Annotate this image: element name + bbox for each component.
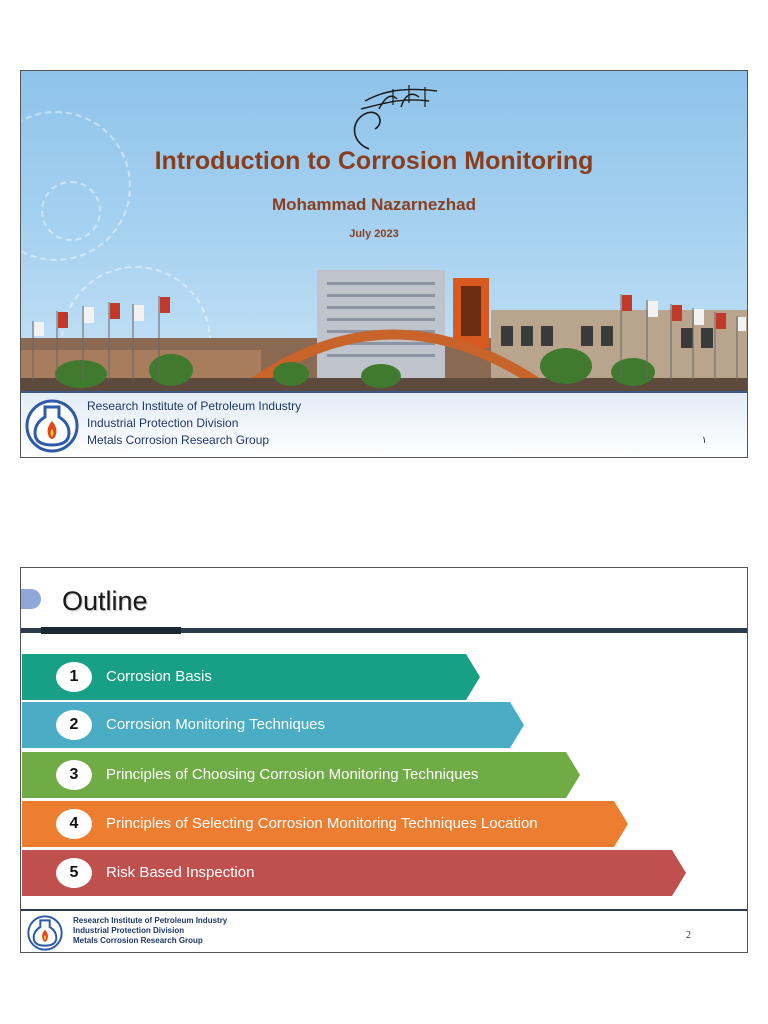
title-slide bbox=[20, 70, 748, 458]
item-label: Principles of Selecting Corrosion Monitoring Techniques Location bbox=[106, 815, 538, 832]
item-label: Corrosion Basis bbox=[106, 668, 212, 685]
item-label: Risk Based Inspection bbox=[106, 864, 255, 881]
title-divider-accent bbox=[41, 627, 181, 634]
ripi-logo-icon bbox=[27, 915, 63, 951]
footer-divider bbox=[21, 909, 748, 911]
presentation-date: July 2023 bbox=[349, 228, 399, 240]
campus-photo bbox=[21, 266, 747, 393]
organization-info bbox=[73, 916, 227, 946]
organization-info bbox=[87, 398, 301, 449]
org-line: Research Institute of Petroleum Industry bbox=[73, 916, 228, 925]
slide-footer bbox=[21, 391, 747, 457]
org-line: Industrial Protection Division bbox=[73, 926, 185, 935]
calligraphy-emblem bbox=[339, 79, 451, 157]
org-line: Research Institute of Petroleum Industry bbox=[87, 399, 302, 413]
org-line: Industrial Protection Division bbox=[87, 416, 239, 430]
item-number: 2 bbox=[56, 710, 92, 740]
title-bullet bbox=[20, 589, 41, 609]
item-number: 5 bbox=[56, 858, 92, 888]
page-number: ١ bbox=[701, 435, 707, 446]
author-name: Mohammad Nazarnezhad bbox=[271, 195, 477, 214]
item-number: 3 bbox=[56, 760, 92, 790]
item-number: 4 bbox=[56, 809, 92, 839]
org-line: Metals Corrosion Research Group bbox=[73, 936, 203, 945]
page-number: 2 bbox=[686, 930, 691, 941]
item-label: Principles of Choosing Corrosion Monitoring Techniques bbox=[106, 766, 479, 783]
slide-title: Outline bbox=[62, 586, 148, 616]
item-label: Corrosion Monitoring Techniques bbox=[106, 716, 326, 733]
presentation-title: Introduction to Corrosion Monitoring bbox=[154, 147, 594, 175]
outline-slide bbox=[20, 567, 748, 953]
org-line: Metals Corrosion Research Group bbox=[87, 433, 270, 447]
ripi-logo-icon bbox=[25, 399, 79, 453]
item-number: 1 bbox=[56, 662, 92, 692]
